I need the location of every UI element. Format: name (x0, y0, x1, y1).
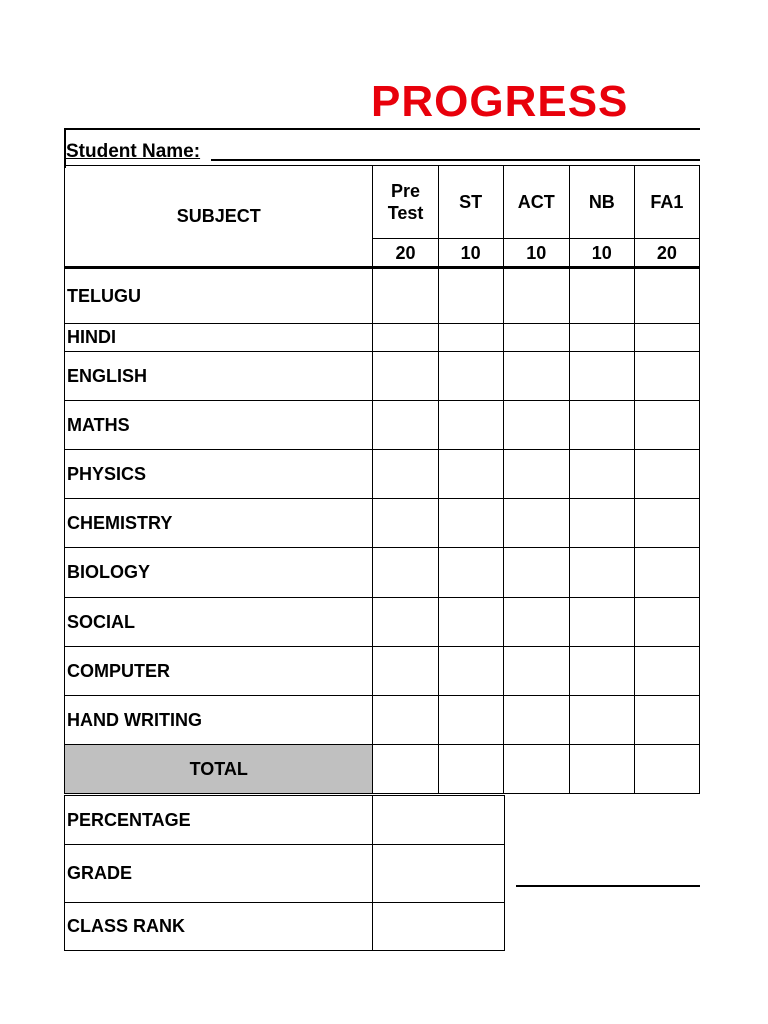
mark-cell[interactable] (503, 499, 569, 548)
mark-cell[interactable] (503, 647, 569, 696)
table-row (65, 450, 700, 499)
mark-cell[interactable] (438, 647, 503, 696)
mark-cell[interactable] (569, 352, 634, 401)
mark-cell[interactable] (438, 548, 503, 598)
marks-table (64, 165, 700, 794)
mark-cell[interactable] (373, 499, 438, 548)
header-divider (64, 128, 700, 130)
page-title: PROGRESS (371, 77, 629, 126)
total-cell[interactable] (503, 745, 569, 794)
subject-label: COMPUTER (65, 647, 373, 696)
mark-cell[interactable] (634, 268, 699, 324)
subject-label: HAND WRITING (65, 696, 373, 745)
mark-cell[interactable] (373, 548, 438, 598)
table-row (65, 268, 700, 324)
mark-cell[interactable] (569, 268, 634, 324)
column-header: Pre Test (373, 166, 438, 239)
max-marks: 20 (634, 239, 699, 268)
mark-cell[interactable] (373, 352, 438, 401)
summary-table (64, 795, 505, 951)
mark-cell[interactable] (569, 450, 634, 499)
mark-cell[interactable] (634, 450, 699, 499)
mark-cell[interactable] (634, 647, 699, 696)
column-header: ST (438, 166, 503, 239)
subject-label: BIOLOGY (65, 548, 373, 598)
mark-cell[interactable] (373, 598, 438, 647)
total-cell[interactable] (569, 745, 634, 794)
mark-cell[interactable] (569, 401, 634, 450)
subject-label: TELUGU (65, 268, 373, 324)
subject-label: MATHS (65, 401, 373, 450)
mark-cell[interactable] (503, 548, 569, 598)
subject-label: PHYSICS (65, 450, 373, 499)
subject-label: CHEMISTRY (65, 499, 373, 548)
total-cell[interactable] (634, 745, 699, 794)
total-label: TOTAL (65, 745, 373, 794)
mark-cell[interactable] (438, 598, 503, 647)
total-row (65, 745, 700, 794)
mark-cell[interactable] (373, 696, 438, 745)
max-marks: 10 (503, 239, 569, 268)
column-header: ACT (503, 166, 569, 239)
percentage-cell[interactable] (373, 796, 505, 845)
table-row (65, 647, 700, 696)
student-name-field[interactable] (211, 159, 700, 161)
mark-cell[interactable] (438, 268, 503, 324)
mark-cell[interactable] (634, 324, 699, 352)
mark-cell[interactable] (373, 450, 438, 499)
mark-cell[interactable] (569, 647, 634, 696)
mark-cell[interactable] (634, 598, 699, 647)
class-rank-cell[interactable] (373, 903, 505, 951)
mark-cell[interactable] (438, 450, 503, 499)
mark-cell[interactable] (438, 324, 503, 352)
table-row (65, 324, 700, 352)
subject-label: ENGLISH (65, 352, 373, 401)
column-header: FA1 (634, 166, 699, 239)
mark-cell[interactable] (438, 401, 503, 450)
signature-line[interactable] (516, 885, 700, 887)
mark-cell[interactable] (634, 696, 699, 745)
summary-row (65, 903, 505, 951)
percentage-label: PERCENTAGE (65, 796, 373, 845)
student-name-label: Student Name: (66, 141, 201, 162)
table-row (65, 352, 700, 401)
mark-cell[interactable] (569, 696, 634, 745)
mark-cell[interactable] (634, 401, 699, 450)
mark-cell[interactable] (438, 499, 503, 548)
grade-cell[interactable] (373, 845, 505, 903)
mark-cell[interactable] (503, 352, 569, 401)
table-row (65, 401, 700, 450)
mark-cell[interactable] (373, 324, 438, 352)
mark-cell[interactable] (569, 499, 634, 548)
max-marks: 20 (373, 239, 438, 268)
mark-cell[interactable] (503, 450, 569, 499)
mark-cell[interactable] (373, 268, 438, 324)
summary-row (65, 845, 505, 903)
mark-cell[interactable] (503, 268, 569, 324)
max-marks: 10 (569, 239, 634, 268)
mark-cell[interactable] (438, 696, 503, 745)
subject-label: SOCIAL (65, 598, 373, 647)
mark-cell[interactable] (569, 598, 634, 647)
mark-cell[interactable] (569, 548, 634, 598)
subject-label: HINDI (65, 324, 373, 352)
mark-cell[interactable] (634, 548, 699, 598)
mark-cell[interactable] (503, 401, 569, 450)
table-row (65, 499, 700, 548)
summary-row (65, 796, 505, 845)
total-cell[interactable] (373, 745, 438, 794)
grade-label: GRADE (65, 845, 373, 903)
subject-header: SUBJECT (65, 166, 373, 268)
mark-cell[interactable] (503, 696, 569, 745)
table-row (65, 548, 700, 598)
mark-cell[interactable] (373, 401, 438, 450)
mark-cell[interactable] (373, 647, 438, 696)
column-header: NB (569, 166, 634, 239)
mark-cell[interactable] (503, 598, 569, 647)
table-row (65, 598, 700, 647)
table-row (65, 696, 700, 745)
mark-cell[interactable] (634, 352, 699, 401)
mark-cell[interactable] (438, 352, 503, 401)
mark-cell[interactable] (503, 324, 569, 352)
max-marks: 10 (438, 239, 503, 268)
class-rank-label: CLASS RANK (65, 903, 373, 951)
mark-cell[interactable] (569, 324, 634, 352)
total-cell[interactable] (438, 745, 503, 794)
mark-cell[interactable] (634, 499, 699, 548)
